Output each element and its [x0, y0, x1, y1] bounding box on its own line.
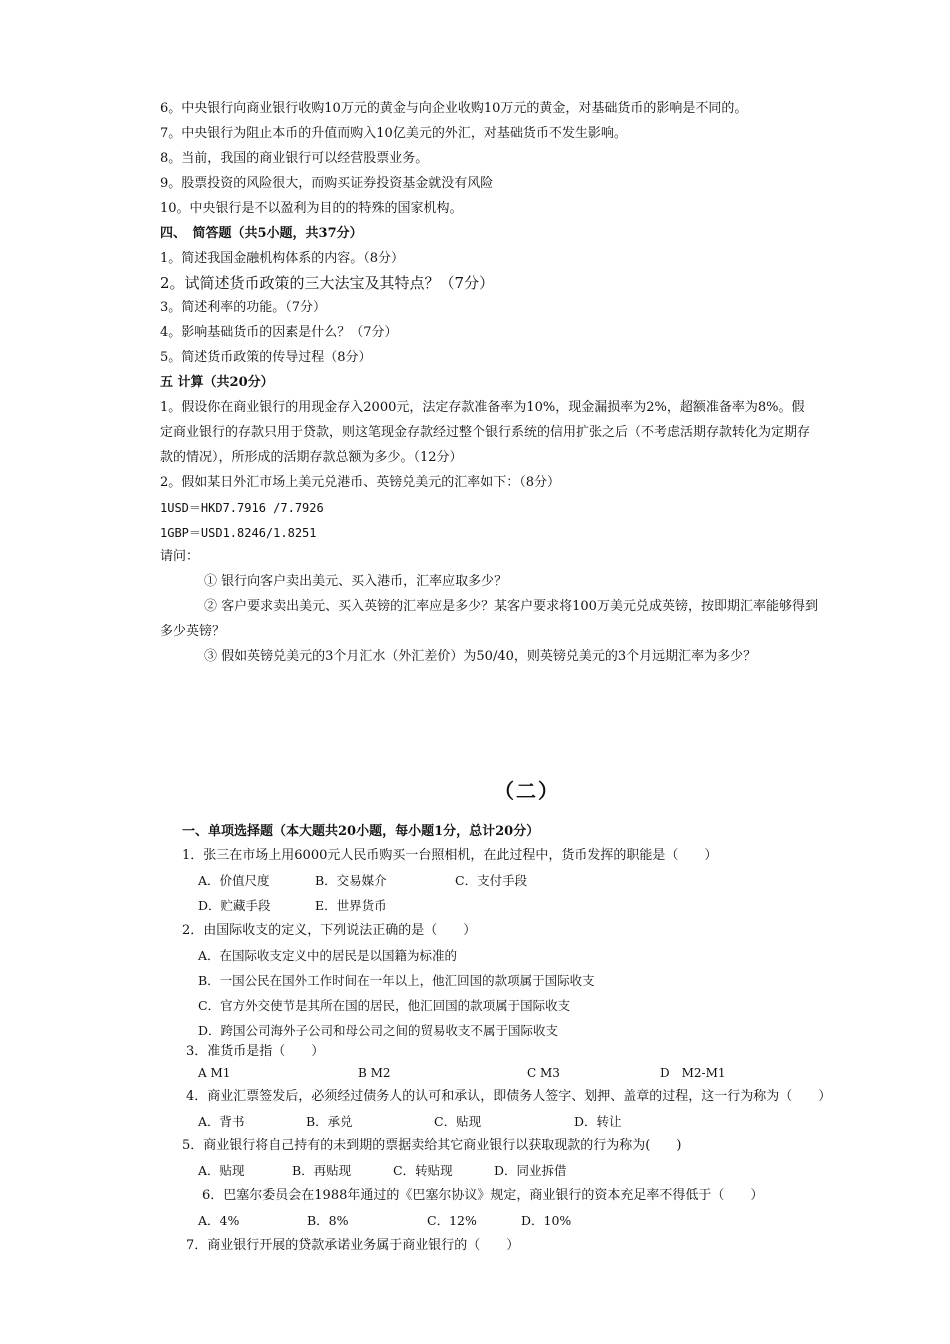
mc-q3: 3．准货币是指（ ） [186, 1044, 325, 1059]
tf-item-7: 7。中央银行为阻止本币的升值而购入10亿美元的外汇，对基础货币不发生影响。 [160, 126, 627, 141]
mc-q6-option-b: B．8% [307, 1213, 349, 1228]
tf-item-8: 8。当前，我国的商业银行可以经营股票业务。 [160, 151, 429, 166]
mc-q5-option-c: C．转贴现 [393, 1163, 453, 1178]
mc-q1-option-c: C．支付手段 [455, 873, 528, 888]
tf-item-10: 10。中央银行是不以盈利为目的的特殊的国家机构。 [160, 201, 463, 216]
mc-q7: 7．商业银行开展的贷款承诺业务属于商业银行的（ ） [186, 1238, 520, 1253]
mc-q4-option-a: A．背书 [198, 1114, 245, 1129]
short-q3: 3。简述利率的功能。（7分） [160, 300, 327, 315]
rate-usd-hkd: 1USD＝HKD7.7916 /7.7926 [160, 501, 324, 515]
mc-q5-option-a: A．贴现 [198, 1163, 245, 1178]
short-q4: 4。影响基础货币的因素是什么？（7分） [160, 325, 398, 340]
calc1-line3: 款的情况），所形成的活期存款总额为多少。（12分） [160, 450, 463, 465]
mc-q4-option-b: B．承兑 [306, 1114, 353, 1129]
calc2-q2-line2: 多少英镑？ [160, 624, 226, 639]
mc-q5-option-b: B．再贴现 [292, 1163, 352, 1178]
mc-q1-option-e: E．世界货币 [315, 898, 387, 913]
short-q1: 1。简述我国金融机构体系的内容。（8分） [160, 251, 405, 266]
mc-q4-option-c: C．贴现 [434, 1114, 482, 1129]
mc-heading: 一、单项选择题（本大题共20小题，每小题1分，总计20分） [182, 824, 540, 839]
tf-item-9: 9。股票投资的风险很大，而购买证券投资基金就没有风险 [160, 176, 494, 191]
mc-q6-option-c: C．12% [427, 1213, 477, 1228]
short-q2: 2。试简述货币政策的三大法宝及其特点？（7分） [160, 274, 495, 292]
section-title: （二） [494, 779, 560, 803]
calc2-q3: ③ 假如英镑兑美元的3个月汇水（外汇差价）为50/40，则英镑兑美元的3个月远期汇率为多少？ [204, 649, 757, 664]
mc-q1-option-d: D．贮藏手段 [198, 898, 271, 913]
calc1-line2: 定商业银行的存款只用于贷款，则这笔现金存款经过整个银行系统的信用扩张之后（不考虑活期存款转化为定期存 [160, 425, 811, 440]
mc-q1: 1．张三在市场上用6000元人民币购买一台照相机，在此过程中，货币发挥的职能是（ ） [182, 848, 718, 863]
mc-q1-option-a: A．价值尺度 [198, 873, 270, 888]
mc-q2-option-b: B．一国公民在国外工作时间在一年以上，他汇回国的款项属于国际收支 [198, 973, 595, 988]
mc-q2-option-c: C．官方外交使节是其所在国的居民，他汇回国的款项属于国际收支 [198, 998, 571, 1013]
calc2-q1: ① 银行向客户卖出美元、买入港币，汇率应取多少？ [204, 574, 508, 589]
mc-q2-option-a: A．在国际收支定义中的居民是以国籍为标准的 [198, 948, 458, 963]
short-answer-heading: 四、 简答题（共5小题，共37分） [160, 226, 363, 241]
mc-q4-option-d: D．转让 [574, 1114, 622, 1129]
calc2-q2-line1: ② 客户要求卖出美元、买入英镑的汇率应是多少？某客户要求将100万美元兑成英镑，按即期汇率能够得到 [204, 599, 818, 614]
mc-q3-option-b: B M2 [358, 1066, 391, 1080]
mc-q2-option-d: D．跨国公司海外子公司和母公司之间的贸易收支不属于国际收支 [198, 1023, 559, 1038]
calc2: 2。假如某日外汇市场上美元兑港币、英镑兑美元的汇率如下：（8分） [160, 475, 561, 490]
mc-q6: 6．巴塞尔委员会在1988年通过的《巴塞尔协议》规定，商业银行的资本充足率不得低于（ ） [202, 1188, 764, 1203]
ask-label: 请问： [160, 549, 200, 564]
mc-q6-option-d: D．10% [521, 1213, 572, 1228]
rate-gbp-usd: 1GBP＝USD1.8246/1.8251 [160, 526, 317, 540]
tf-item-6: 6。中央银行向商业银行收购10万元的黄金与向企业收购10万元的黄金，对基础货币的影响是不同的。 [160, 101, 748, 116]
mc-q3-option-a: A M1 [198, 1066, 231, 1080]
mc-q3-option-c: C M3 [527, 1066, 560, 1080]
mc-q6-option-a: A．4% [198, 1213, 240, 1228]
calc1-line1: 1。假设你在商业银行的用现金存入2000元，法定存款准备率为10%，现金漏损率为2%，超额准备率为8%。假 [160, 400, 805, 415]
mc-q1-option-b: B．交易媒介 [315, 873, 387, 888]
short-q5: 5。简述货币政策的传导过程（8分） [160, 350, 372, 365]
mc-q2: 2．由国际收支的定义，下列说法正确的是（ ） [182, 923, 477, 938]
mc-q4: 4．商业汇票签发后，必须经过债务人的认可和承认，即债务人签字、划押、盖章的过程，这一行为称为（ ） [186, 1089, 832, 1104]
mc-q5-option-d: D．同业拆借 [494, 1163, 567, 1178]
mc-q5: 5．商业银行将自己持有的未到期的票据卖给其它商业银行以获取现款的行为称为( ) [182, 1138, 682, 1153]
calc-heading: 五 计算（共20分） [160, 375, 274, 390]
mc-q3-option-d: D M2-M1 [660, 1066, 726, 1080]
